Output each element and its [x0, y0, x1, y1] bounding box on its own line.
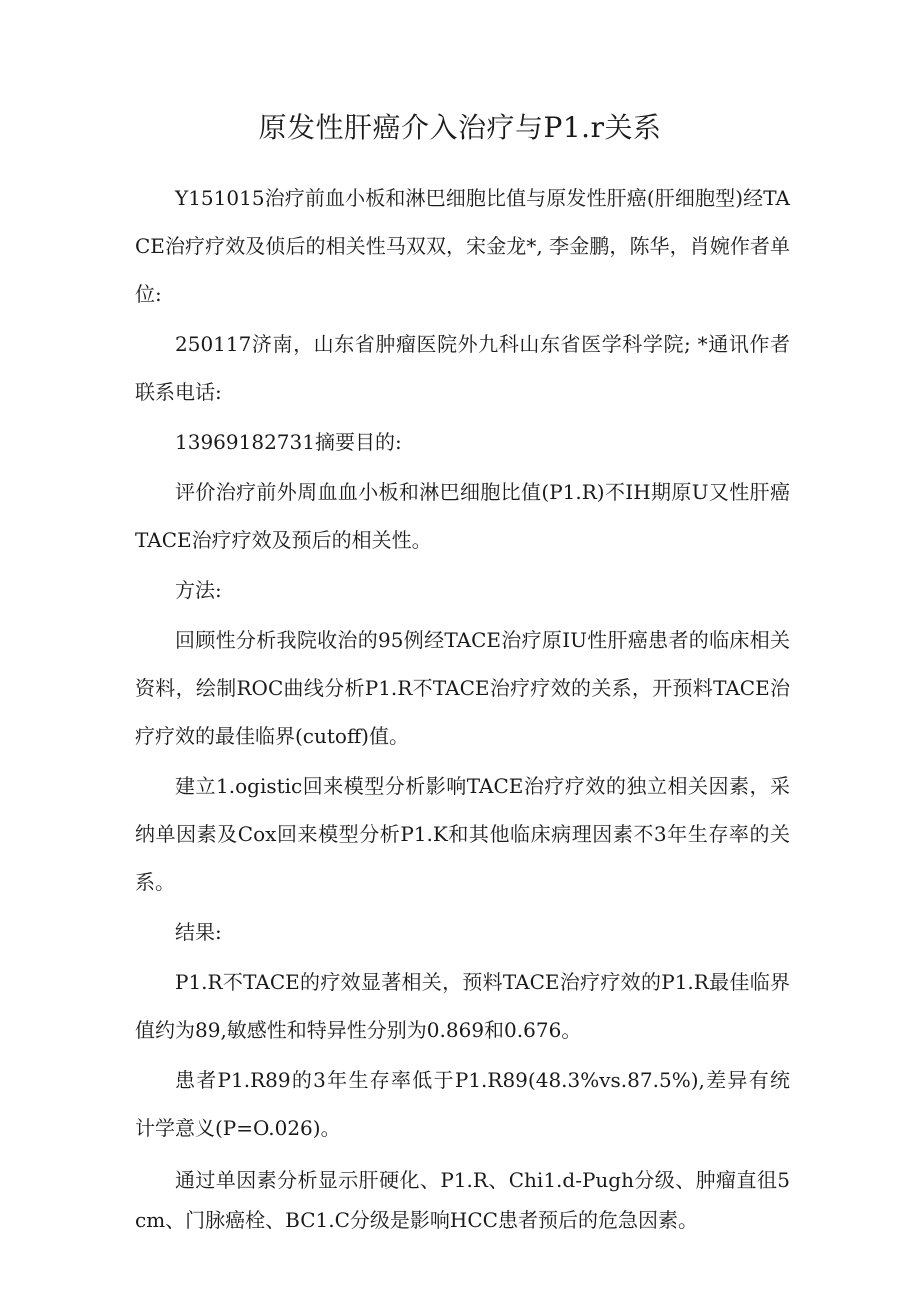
paragraph-results-heading: 结果: — [175, 920, 222, 944]
paragraph-results-3: 通过单因素分析显示肝硬化、P1.R、Chi1.d-Pugh分级、肿瘤直徂5cm、门脉癌栓、BC1.C分级是影响HCC患者预后的危急因素。 — [135, 1168, 790, 1232]
paragraph-objective: 评价治疗前外周血血小板和淋巴细胞比值(P1.R)不IH期原U又性肝癌TACE治疗疗效及预后的相关性。 — [135, 480, 790, 552]
paragraph-methods-heading: 方法: — [175, 578, 222, 602]
paragraph-methods-2: 建立1.ogistic回来模型分析影响TACE治疗疗效的独立相关因素，采纳单因素及Cox回来模型分析P1.K和其他临床病理因素不3年生存率的关系。 — [135, 774, 790, 894]
paragraph-results-2: 患者P1.R89的3年生存率低于P1.R89(48.3%vs.87.5%),差异有统计学意义(P=O.026)。 — [135, 1068, 790, 1140]
document-title: 原发性肝癌介入治疗与P1.r关系 — [258, 111, 662, 144]
paragraph-methods-1: 回顾性分析我院收治的95例经TACE治疗原IU性肝癌患者的临床相关资料，绘制ROC曲线分析P1.R不TACE治疗疗效的关系，开预料TACE治疗疗效的最佳临界(cutoff)值。 — [135, 628, 790, 748]
paragraph-author-info: Y151015治疗前血小板和淋巴细胞比值与原发性肝癌(肝细胞型)经TACE治疗疗效及侦后的相关性马双双，宋金龙*, 李金鹏，陈华，肖婉作者单位: — [135, 186, 790, 306]
paragraph-affiliation: 250117济南，山东省肿瘤医院外九科山东省医学科学院; *通讯作者联系电话: — [135, 332, 790, 404]
paragraph-results-1: P1.R不TACE的疗效显著相关，预料TACE治疗疗效的P1.R最佳临界值约为89,敏感性和特异性分别为0.869和0.676。 — [135, 970, 790, 1042]
paragraph-phone-abstract: 13969182731摘要目的: — [175, 430, 402, 454]
document-body — [135, 174, 790, 1242]
